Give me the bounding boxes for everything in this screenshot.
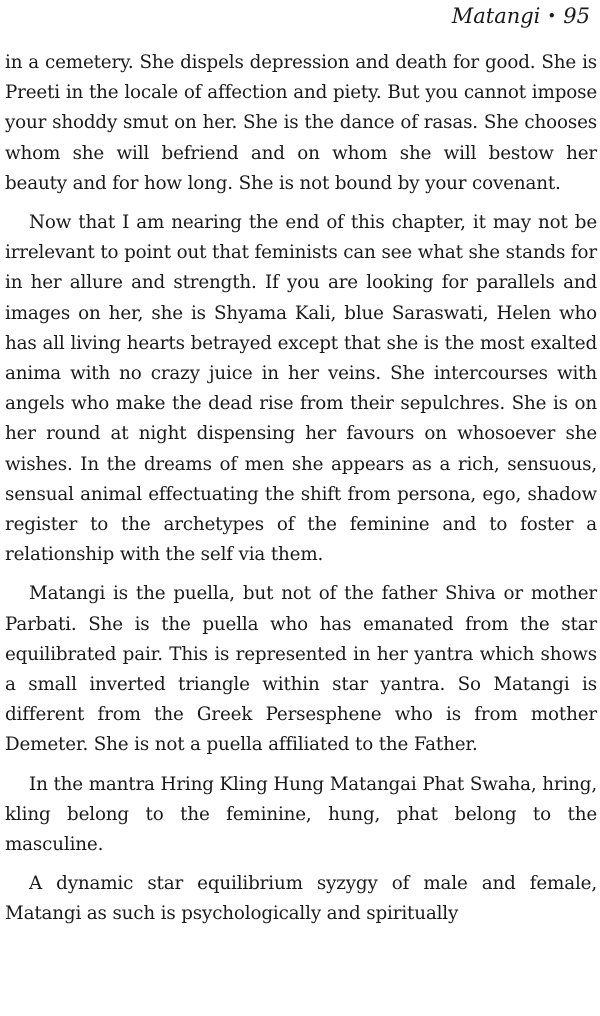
running-head-separator: • xyxy=(547,7,557,25)
running-head xyxy=(452,2,590,32)
paragraph-mantra: In the mantra Hring Kling Hung Matangai Phat Swaha, hring, kling belong to the feminine, hung, phat belong to the masculine. xyxy=(5,773,597,856)
paragraph-continued: in a cemetery. She dispels depression and death for good. She is Preeti in the locale of affection and piety. But you cannot impose your shoddy smut on her. She is the dance of rasas. She chooses whom she will befriend and on whom she will bestow her beauty and for how long. She is not bound by your covenant. xyxy=(5,52,597,194)
paragraph-syzygy: A dynamic star equilibrium syzygy of male and female, Matangi as such is psychologically and spiritually xyxy=(5,873,597,925)
body-text xyxy=(5,48,597,939)
paragraph-feminists: Now that I am nearing the end of this chapter, it may not be irrelevant to point out that feminists can see what she stands for in her allure and strength. If you are looking for parallels and images on her, she is Shyama Kali, blue Saraswati, Helen who has all living hearts betrayed except that she is the most exalted anima with no crazy juice in her veins. She intercourses with angels who make the dead rise from their sepulchres. She is on her round at night dispensing her favours on whosoever she wishes. In the dreams of men she appears as a rich, sensuous, sensual animal effectuating the shift from persona, ego, shadow register to the archetypes of the feminine and to foster a relationship with the self via them. xyxy=(5,212,597,566)
page-number: 95 xyxy=(563,4,590,28)
running-head-title: Matangi xyxy=(451,4,541,28)
paragraph-puella: Matangi is the puella, but not of the father Shiva or mother Parbati. She is the puella who has emanated from the star equilibrated pair. This is represented in her yantra which shows a small inverted triangle within star yantra. So Matangi is different from the Greek Persesphene who is from mother Demeter. She is not a puella affiliated to the Father. xyxy=(5,583,597,756)
